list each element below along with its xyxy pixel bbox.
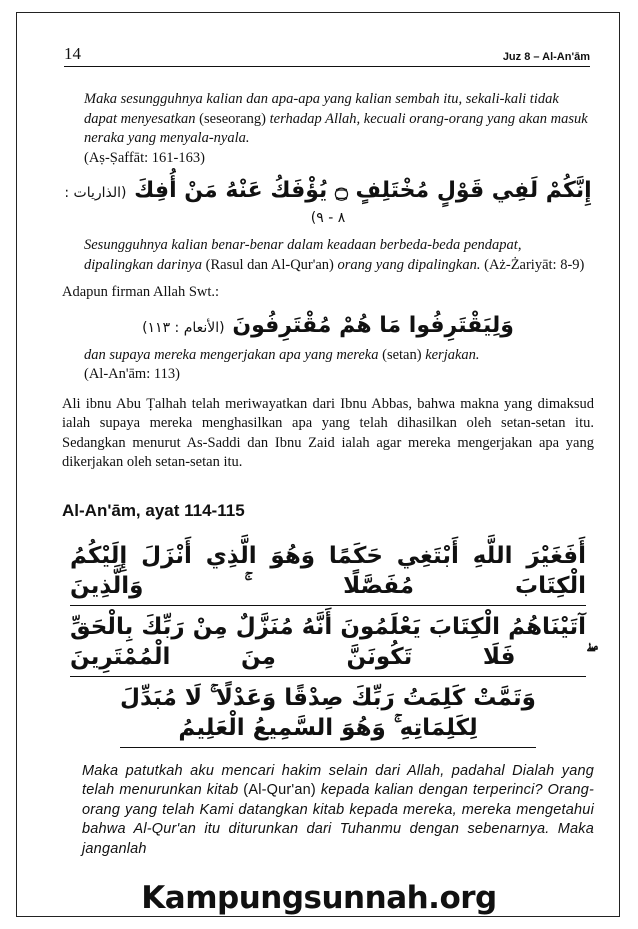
block2-upright: (Rasul dan Al-Qur'an) <box>202 256 338 273</box>
ayat-line: أَفَغَيْرَ اللَّهِ أَبْتَغِي حَكَمًا وَهُوَ الَّذِي أَنْزَلَ إِلَيْكُمُ الْكِتَابَ مُفَصَّلًا ۚ وَالَّذِينَ <box>70 535 586 606</box>
section-title: Al-An'ām, ayat 114-115 <box>62 500 245 520</box>
arabic-verse-1-reference: (الذاريات : ٨ - ٩) <box>64 185 346 226</box>
arabic-verse-1 <box>62 178 594 228</box>
translation-block-1 <box>84 90 594 168</box>
page-content <box>62 90 594 859</box>
ayat-block <box>70 535 586 748</box>
translation-part-2: kepada kalian dengan terperinci? Orang-orang yang telah Kami datangkan kitab kepada mereka, mereka mengetahui bahwa Al-Qur'an itu diturunkan dari Tuhanmu dengan sebenarnya. Maka janganlah <box>82 782 595 857</box>
arabic-verse-2-reference: (الأنعام : ١١٣) <box>142 319 225 336</box>
arabic-verse-2 <box>62 313 594 338</box>
ayat-line: آتَيْنَاهُمُ الْكِتَابَ يَعْلَمُونَ أَنَّهُ مُنَزَّلٌ مِنْ رَبِّكَ بِالْحَقِّ ۖ فَلَا تَكُونَنَّ مِنَ الْمُمْتَرِينَ <box>70 606 586 677</box>
block1-italic: Maka sesungguhnya kalian dan apa-apa yang kalian sembah itu, sekali-kali tidak dapat menyesatkan <box>84 91 559 127</box>
ayat-line: وَتَمَّتْ كَلِمَتُ رَبِّكَ صِدْقًا وَعَدْلًا ۚ لَا مُبَدِّلَ لِكَلِمَاتِهِ ۚ وَهُوَ السَّمِيعُ الْعَلِيمُ <box>120 677 536 748</box>
commentary-paragraph: Ali ibnu Abu Ṭalhah telah meriwayatkan dari Ibnu Abbas, bahwa makna yang dimaksud ialah supaya mereka menghasilkan apa yang telah dihasilkan oleh setan-setan itu. Sedangkan menurut As-Saddi dan Ibnu Zaid ialah agar mereka mengerjakan apa yang dikerjakan oleh setan-setan itu. <box>62 395 594 470</box>
block1-italic2: terhadap Allah, kecuali orang-orang yang akan masuk neraka yang menyala-nyala. <box>84 110 588 146</box>
block1-upright: (seseorang) <box>195 110 270 127</box>
block3-italic: dan supaya mereka mengerjakan apa yang mereka <box>84 346 379 363</box>
block1-reference: (Aṣ-Ṣaffāt: 161-163) <box>84 149 205 166</box>
intro-text: Adapun firman Allah Swt.: <box>62 284 220 300</box>
translation-part-1: Maka patutkah aku mencari hakim selain dari Allah, padahal Dialah yang telah menurunkan kitab <box>82 762 594 798</box>
translation-block-3 <box>84 346 594 385</box>
block2-italic2: orang yang dipalingkan. <box>337 256 481 273</box>
arabic-verse-1-text: إِنَّكُمْ لَفِي قَوْلٍ مُخْتَلِفٍ ۝ يُؤْفَكُ عَنْهُ مَنْ أُفِكَ <box>134 178 592 203</box>
arabic-verse-2-text: وَلِيَقْتَرِفُوا مَا هُمْ مُقْتَرِفُونَ <box>232 312 514 338</box>
juz-label: Juz 8 – Al-An'ām <box>502 51 590 63</box>
page-header <box>64 44 590 67</box>
block3-reference: (Al-An'ām: 113) <box>84 366 180 382</box>
block3-upright: (setan) <box>378 346 426 363</box>
block2-reference: (Aż-Żariyāt: 8-9) <box>480 256 585 273</box>
ayat-translation <box>82 762 594 860</box>
block2-italic: Sesungguhnya kalian benar-benar dalam keadaan berbeda-beda pendapat, dipalingkan darinya <box>84 237 522 273</box>
page-number: 14 <box>64 44 81 63</box>
translation-block-2 <box>84 236 594 275</box>
site-watermark: Kampungsunnah.org <box>141 880 497 916</box>
block3-italic2: kerjakan. <box>425 346 480 363</box>
translation-upright: (Al-Qur'an) <box>238 782 321 798</box>
